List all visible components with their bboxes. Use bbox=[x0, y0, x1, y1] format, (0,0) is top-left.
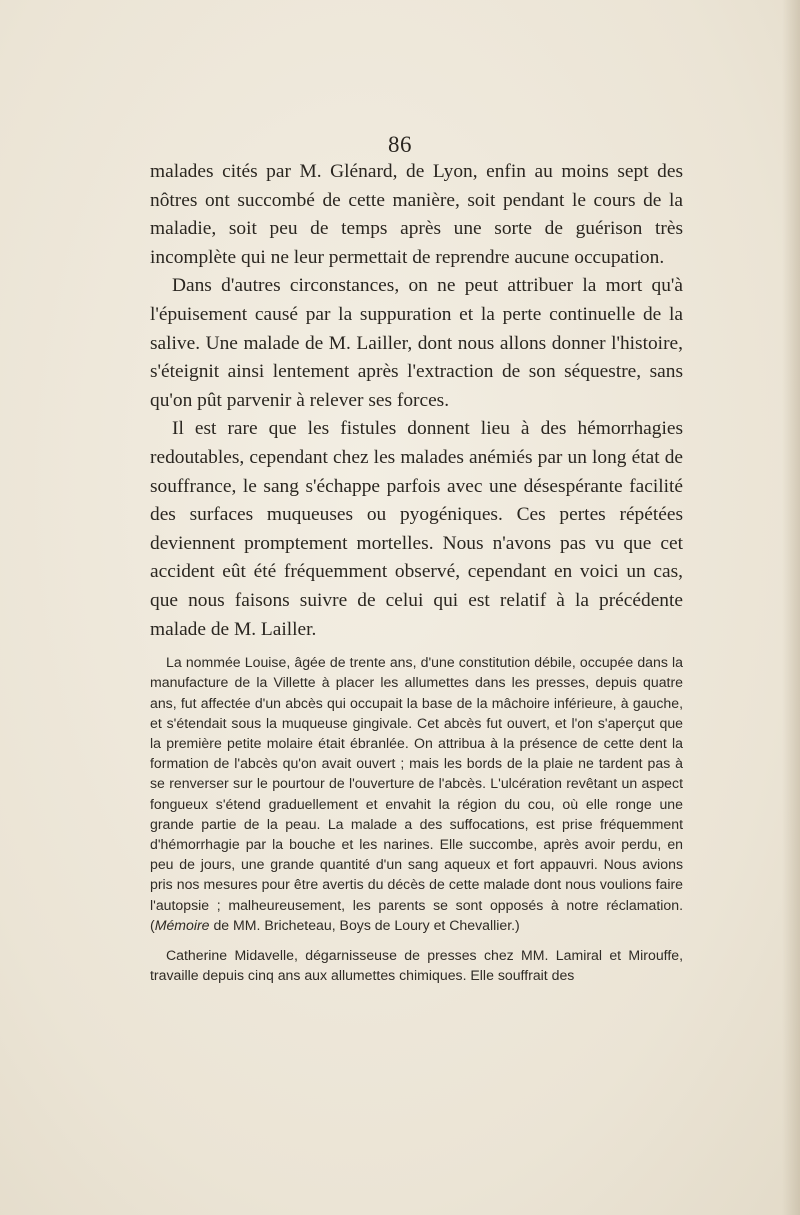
page-number: 86 bbox=[388, 132, 412, 157]
case-note-louise bbox=[150, 652, 683, 935]
source-authors: de MM. Bricheteau, Boys de Loury et Chevallier.) bbox=[209, 916, 520, 933]
main-text-block bbox=[150, 158, 683, 985]
case-note-source bbox=[150, 917, 520, 933]
source-open-paren: ( bbox=[150, 916, 155, 933]
case-notes bbox=[150, 652, 683, 985]
main-paragraphs bbox=[150, 158, 683, 644]
paragraph-hemorrhage: Il est rare que les fistules donnent lieu à des hémorrhagies redoutables, cependant chez les malades anémiés par un long état de souffrance, le sang s'échappe parfois avec une désespérante facilité des surfaces muqueuses ou pyogéniques. Ces pertes répétées deviennent promptement mortelles. Nous n'avons pas vu que cet accident eût été fréquemment observé, cependant en voici un cas, que nous faisons suivre de celui qui est relatif à la précédente malade de M. Lailler. bbox=[150, 418, 683, 640]
case-note-catherine: Catherine Midavelle, dégarnisseuse de presses chez MM. Lamiral et Mirouffe, travaille depuis cinq ans aux allumettes chimiques. Elle souffrait des bbox=[150, 946, 683, 984]
page-edge-shadow bbox=[782, 0, 800, 1215]
paragraph-continuation: malades cités par M. Glénard, de Lyon, enfin au moins sept des nôtres ont succombé de cette manière, soit pendant le cours de la maladie, soit peu de temps après une sorte de guérison très incomplète qui ne leur permettait de reprendre aucune occupation. bbox=[150, 161, 683, 268]
paragraph-exhaustion: Dans d'autres circonstances, on ne peut attribuer la mort qu'à l'épuisement causé par la suppuration et la perte continuelle de la salive. Une malade de M. Lailler, dont nous allons donner l'histoire, s'éteignit ainsi lentement après l'extraction de son séquestre, sans qu'on pût parvenir à relever ses forces. bbox=[150, 275, 683, 411]
case-note-louise-text: La nommée Louise, âgée de trente ans, d'une constitution débile, occupée dans la manufacture de la Villette à placer les allumettes dans les presses, depuis quatre ans, fut affectée d'un abcès qui occupait la base de la mâchoire inférieure, à gauche, et s'étendait sous la muqueuse gingivale. Cet abcès fut ouvert, et l'on s'aperçut que la première petite molaire était ébranlée. On attribua à la présence de cette dent la formation de l'abcès qu'on avait ouvert ; mais les bords de la plaie ne tardent pas à se renverser sur le pourtour de l'ouverture de l'abcès. L'ulcération revêtant un aspect fongueux s'étend graduellement et envahit la région du cou, où elle ronge une grande partie de la peau. La malade a des suffocations, est prise fréquemment d'hémorrhagie par la bouche et les narines. Elle succombe, après avoir perdu, en peu de jours, une grande quantité d'un sang aqueux et fort appauvri. Nous avions pris nos mesures pour être avertis du décès de cette malade dont nous voulions faire l'autopsie ; malheureusement, les parents se sont opposés à notre réclamation. bbox=[150, 654, 683, 913]
source-title: Mémoire bbox=[154, 916, 210, 933]
